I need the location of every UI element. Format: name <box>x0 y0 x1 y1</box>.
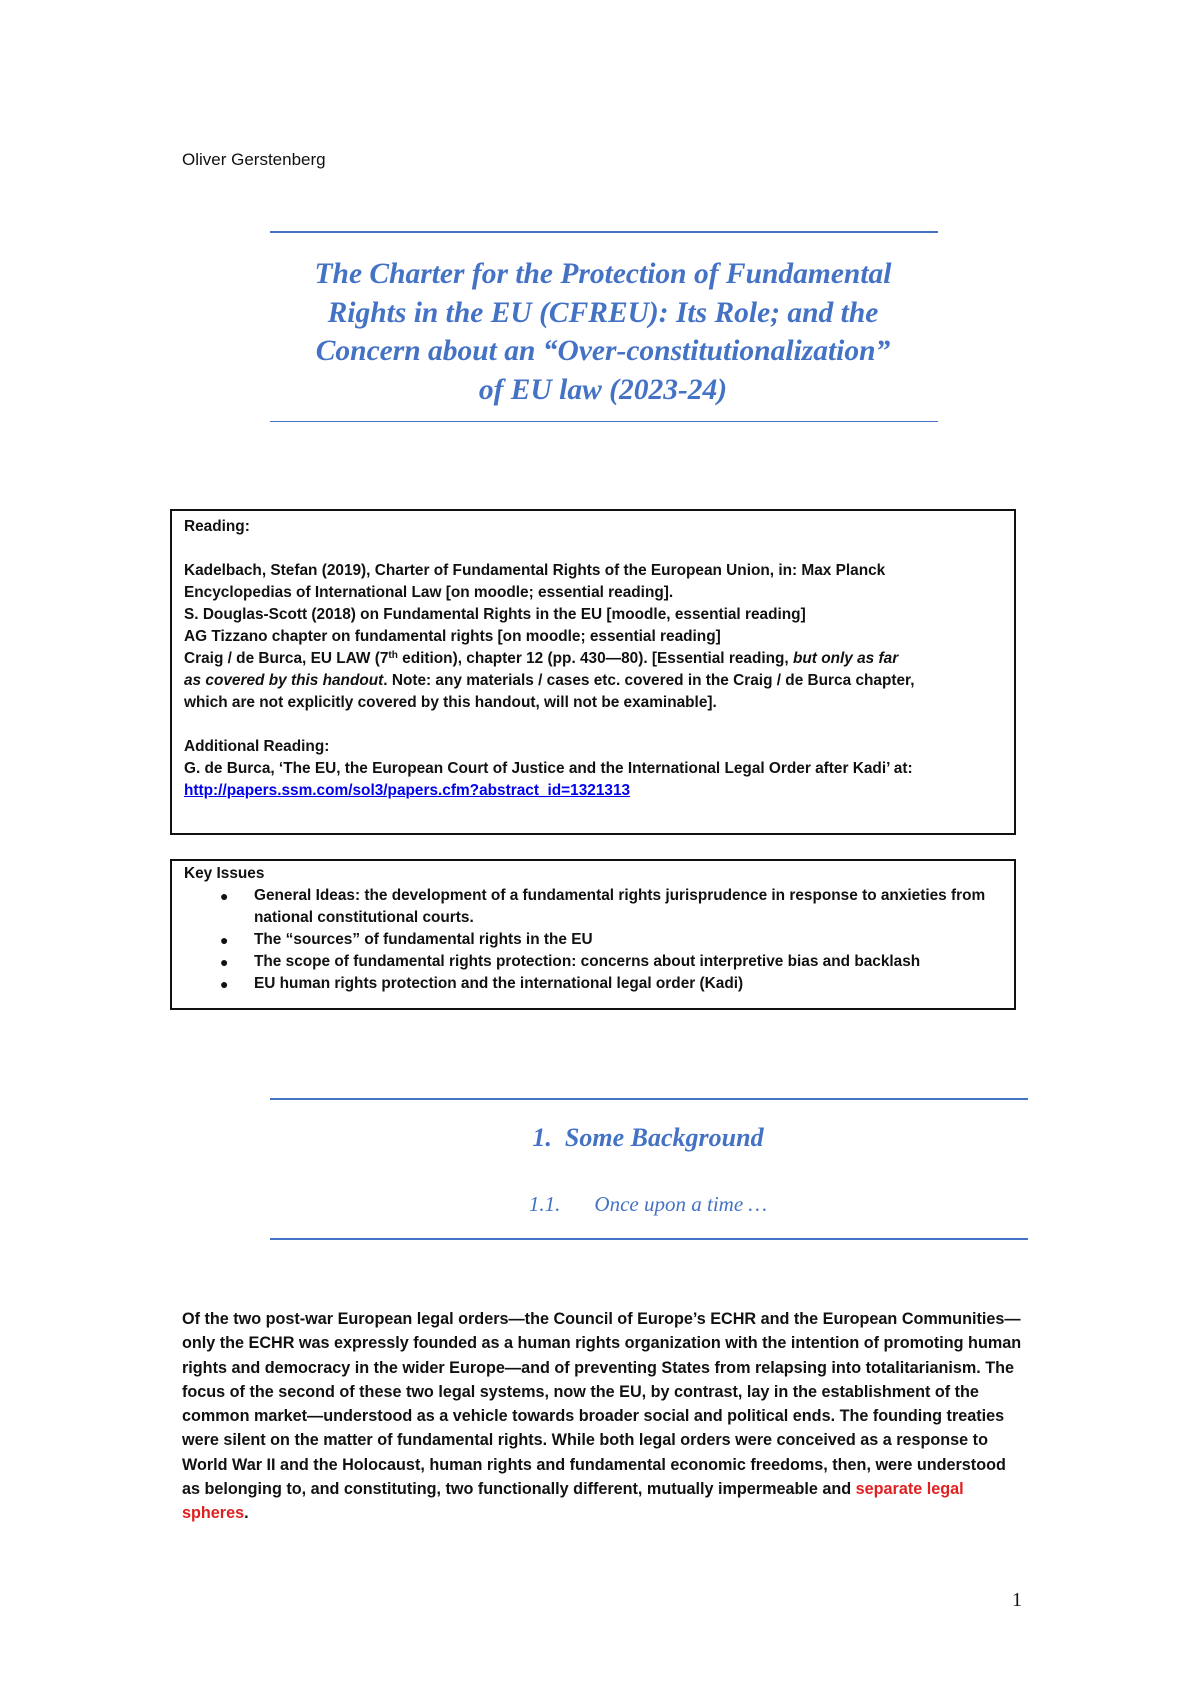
reading-item-douglas-scott: S. Douglas-Scott (2018) on Fundamental Rights in the EU [moodle, essential reading] <box>184 606 806 623</box>
reading-heading: Reading: <box>184 518 250 535</box>
additional-reading-item: G. de Burca, ‘The EU, the European Court of Justice and the International Legal Order after Kadi’ at: <box>184 760 913 777</box>
body-paragraph-end: . <box>244 1504 249 1523</box>
title-bottom-rule <box>270 421 938 422</box>
craig-italic-1: but only as far <box>793 650 899 667</box>
craig-text-cont: . Note: any materials / cases etc. covered in the Craig / de Burca chapter, <box>383 672 915 689</box>
title-line-3: Concern about an “Over-constitutionalization” <box>315 335 891 367</box>
reading-box <box>170 509 1016 835</box>
key-issues-box <box>170 859 1016 1010</box>
bullet-icon: ● <box>220 932 229 948</box>
key-issue-text: General Ideas: the development of a fundamental rights jurisprudence in response to anxieties from national constitutional courts. <box>254 887 986 926</box>
reading-item-kadelbach <box>184 560 1002 604</box>
list-item <box>184 929 1002 951</box>
section-top-rule <box>270 1098 1028 1100</box>
subsection-heading <box>270 1190 1026 1218</box>
additional-reading-link[interactable]: http://papers.ssm.com/sol3/papers.cfm?abstract_id=1321313 <box>184 782 631 799</box>
craig-text-post: edition), chapter 12 (pp. 430—80). [Essential reading, <box>397 650 793 667</box>
separate-legal-spheres-highlight: separate legal spheres <box>182 1480 964 1523</box>
body-paragraph <box>182 1307 1022 1526</box>
key-issue-text: The scope of fundamental rights protection: concerns about interpretive bias and backlash <box>254 953 921 970</box>
list-item <box>184 973 1002 995</box>
bullet-icon: ● <box>220 954 229 970</box>
craig-edition-sup: th <box>388 650 398 661</box>
additional-reading-heading: Additional Reading: <box>184 738 330 755</box>
list-item <box>184 885 1002 929</box>
section-heading <box>270 1122 1026 1154</box>
reading-item-craig <box>184 648 1002 714</box>
title-line-2: Rights in the EU (CFREU): Its Role; and the <box>327 296 879 329</box>
key-issues-heading: Key Issues <box>184 865 265 882</box>
title-line-4: of EU law (2023-24) <box>478 373 728 406</box>
section-number: 1. <box>532 1123 552 1152</box>
body-paragraph-text: Of the two post-war European legal orders—the Council of Europe’s ECHR and the European Communities—only the ECHR was expressly founded as a human rights organization with the intention of promoting human rights and democracy in the wider Europe—and of preventing States from relapsing into totalitarianism. The focus of the second of these two legal systems, now the EU, by contrast, lay in the establishment of the common market—understood as a vehicle towards broader social and political ends. The founding treaties were silent on the matter of fundamental rights. While both legal orders were conceived as a response to World War II and the Holocaust, human rights and fundamental economic freedoms, then, were understood as belonging to, and constituting, two functionally different, mutually impermeable and <box>182 1310 1022 1499</box>
subsection-title: Once upon a time … <box>594 1192 768 1216</box>
author-name: Oliver Gerstenberg <box>182 150 326 169</box>
section-bottom-rule <box>270 1238 1028 1240</box>
subsection-number: 1.1. <box>528 1192 561 1216</box>
bullet-icon: ● <box>220 976 229 992</box>
section-title: Some Background <box>564 1123 764 1152</box>
craig-italic-2: as covered by this handout <box>184 672 384 689</box>
document-title <box>270 255 936 409</box>
reading-item-tizzano: AG Tizzano chapter on fundamental rights [on moodle; essential reading] <box>184 628 721 645</box>
title-top-rule <box>270 231 938 233</box>
title-line-1: The Charter for the Protection of Fundamental <box>314 258 892 290</box>
craig-text-pre: Craig / de Burca, EU LAW (7 <box>184 650 389 667</box>
reading-item-kadelbach-line2: Encyclopedias of International Law [on moodle; essential reading]. <box>184 584 674 601</box>
key-issues-list <box>184 885 1002 995</box>
list-item <box>184 951 1002 973</box>
key-issue-text: The “sources” of fundamental rights in the EU <box>254 931 593 948</box>
key-issue-text: EU human rights protection and the international legal order (Kadi) <box>254 975 744 992</box>
reading-item-kadelbach-line1: Kadelbach, Stefan (2019), Charter of Fundamental Rights of the European Union, in: Max Planck <box>184 562 886 579</box>
page-number: 1 <box>1012 1589 1022 1611</box>
craig-text-line3: which are not explicitly covered by this handout, will not be examinable]. <box>184 694 717 711</box>
bullet-icon: ● <box>220 888 229 904</box>
